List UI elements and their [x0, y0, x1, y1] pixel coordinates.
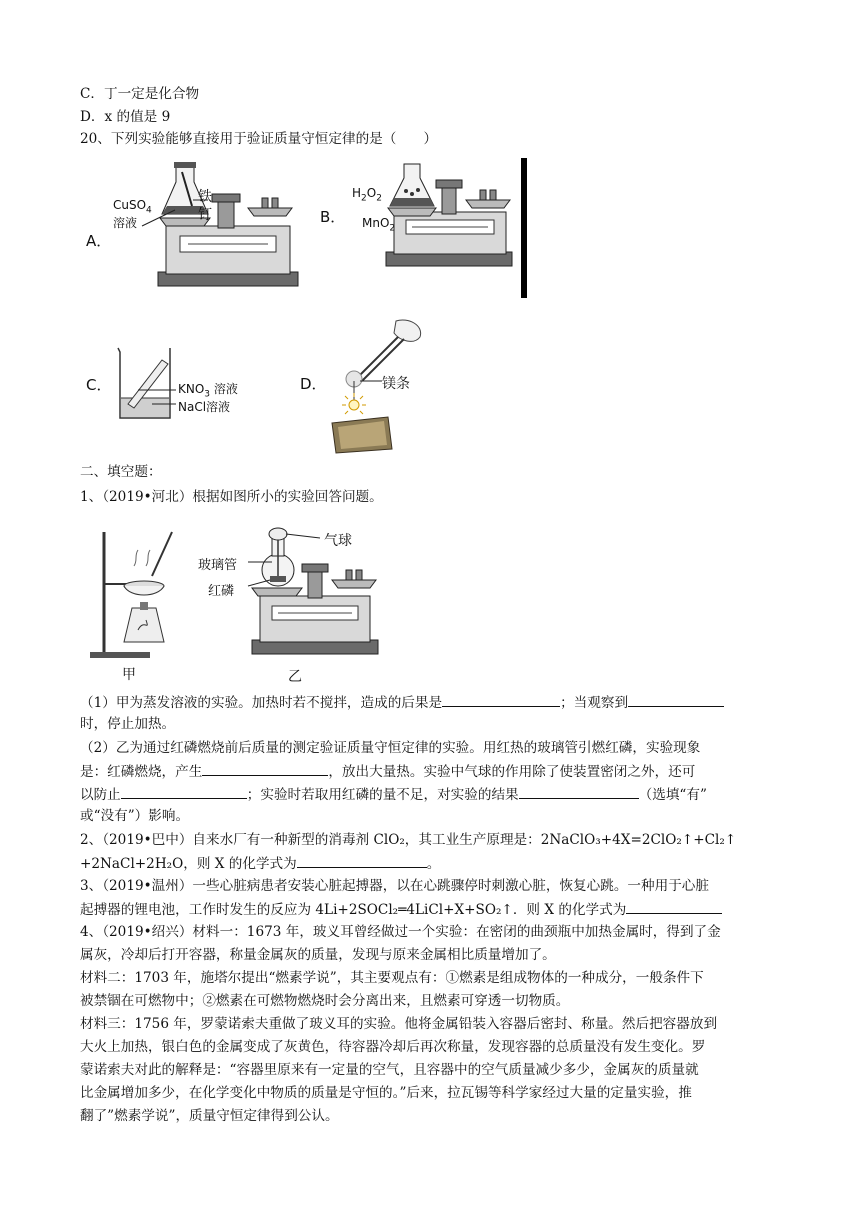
material-3-line5: 翻了”燃素学说”，质量守恒定律得到公认。: [80, 1108, 339, 1124]
q1-part1-line2: 时，停止加热。: [80, 716, 176, 732]
nacl-label: NaCl溶液: [178, 400, 231, 414]
q1-part2-text-c: ，放出大量热。实验中气球的作用除了使装置密闭之外，还可: [328, 764, 696, 780]
kno3-formula: KNO: [178, 382, 205, 396]
q2-text-a: +2NaCl+2H₂O，则 X 的化学式为: [80, 856, 297, 872]
h2o2-o: O: [366, 186, 377, 200]
answer-blank[interactable]: [626, 899, 722, 914]
question-4-line1: 4、（2019•绍兴）材料一：1673 年，玻义耳曾经做过一个实验：在密闭的曲颈瓶中加热金属时，得到了金: [80, 924, 721, 940]
option-c: C．丁一定是化合物: [80, 86, 200, 102]
answer-blank[interactable]: [202, 761, 328, 776]
option-d: D．x 的值是 9: [80, 109, 171, 125]
question-1-stem: 1、（2019•河北）根据如图所小的实验回答问题。: [80, 489, 383, 505]
material-2-line2: 被禁锢在可燃物中；②燃素在可燃物燃烧时会分离出来，且燃素可穿透一切物质。: [80, 993, 570, 1009]
balance-flask-illustration-b: [316, 160, 516, 295]
kno3-label: [178, 380, 238, 399]
question-2-line2: [80, 853, 780, 874]
q1-part1-text-a: （1）甲为蒸发溶液的实验。加热时若不搅拌，造成的后果是: [80, 695, 443, 711]
question-3-line1: 3、（2019•温州）一些心脏病患者安装心脏起搏器，以在心跳骤停时刺激心脏，恢复心跳。一种用于心脏: [80, 878, 709, 894]
q1-part1-text-b: ；当观察到: [560, 695, 629, 711]
nail-label: 钉: [198, 207, 212, 223]
mg-label: 镁条: [382, 376, 410, 392]
figure-jia-caption: 甲: [122, 667, 136, 683]
kno3-solution: 溶液: [210, 382, 238, 396]
figure-c-letter: C．: [86, 376, 112, 394]
q1-part2-line3: [80, 784, 780, 805]
q1-part2-text-b: 是：红磷燃烧，产生: [80, 764, 203, 780]
h2o2-h: H: [352, 186, 362, 200]
cuso4-label: [113, 198, 152, 215]
mno2-formula: MnO: [362, 216, 390, 230]
answer-blank[interactable]: [121, 784, 247, 799]
h2o2-sub2: 2: [376, 193, 382, 204]
answer-blank[interactable]: [297, 853, 427, 868]
material-3-line4: 比金属增加多少，在化学变化中物质的质量是守恒的。”后来，拉瓦锡等科学家经过大量的定量实验，推: [80, 1085, 692, 1101]
figure-d-letter: D．: [300, 375, 327, 393]
question-3-line2: [80, 899, 780, 920]
q2-text-b: 。: [426, 856, 441, 872]
h2o2-sub1: 2: [361, 193, 367, 204]
h2o2-label: [352, 186, 382, 203]
question-2-line1: 2、（2019•巴中）自来水厂有一种新型的消毒剂 ClO₂，其工业生产原理是：2NaClO₃+4X=2ClO₂↑+Cl₂↑: [80, 832, 737, 848]
figure-yi-caption: 乙: [288, 669, 302, 685]
q1-part1-line1: [80, 692, 780, 713]
cuso4-subscript: 4: [146, 205, 152, 216]
material-2-line1: 材料二：1703 年，施塔尔提出“燃素学说”，其主要观点有：①燃素是组成物体的一种成分，一般条件下: [80, 970, 704, 986]
answer-blank[interactable]: [628, 692, 724, 707]
figure-b-letter: B．: [320, 208, 346, 226]
material-3-line2: 大火上加热，银白色的金属变成了灰黄色，待容器冷却后再次称量，发现容器的总质量没有发生变化。罗: [80, 1039, 706, 1055]
figure-a-letter: A．: [86, 232, 112, 250]
kno3-subscript: 3: [204, 389, 211, 400]
material-3-line3: 蒙诺索夫对此的解释是：“容器里原来有一定量的空气，且容器中的空气质量减少多少，金属灰的质量就: [80, 1062, 699, 1078]
red-phosphorus-label: 红磷: [208, 584, 235, 599]
cuso4-solution-label: 溶液: [113, 216, 138, 230]
section-title-fill-in: 二、填空题：: [80, 464, 162, 480]
figure-c-beaker: [80, 340, 300, 425]
cuso4-formula: CuSO: [113, 198, 147, 212]
balloon-label: 气球: [324, 533, 352, 549]
figure-q1-apparatus: [80, 522, 380, 687]
figure-a-cuso4-balance: [80, 160, 310, 295]
question-4-line2: 属灰，冷却后打开容器，称量金属灰的质量，发现与原来金属相比质量增加了。: [80, 947, 556, 963]
answer-blank[interactable]: [519, 784, 639, 799]
q1-part2-text-f: （选填“有”: [638, 787, 707, 803]
q1-part2-text-d: 以防止: [80, 787, 121, 803]
q3-text-a: 起搏器的锂电池，工作时发生的反应为 4Li+2SOCl₂═4LiCl+X+SO₂↑．则 X 的化学式为: [80, 902, 627, 918]
figure-d-magnesium: [296, 315, 456, 455]
question-20-stem: 20、下列实验能够直接用于验证质量守恒定律的是（ ）: [80, 131, 438, 147]
q1-part2-line1: （2）乙为通过红磷燃烧前后质量的测定验证质量守恒定律的实验。用红热的玻璃管引燃红磷，实验现象: [80, 740, 701, 756]
answer-blank[interactable]: [442, 692, 560, 707]
mno2-label: [362, 216, 395, 233]
iron-label: 铁: [198, 189, 212, 205]
material-3-line1: 材料三：1756 年，罗蒙诺索夫重做了玻义耳的实验。他将金属铅装入容器后密封、称量。然后把容器放到: [80, 1016, 718, 1032]
mno2-subscript: 2: [389, 223, 396, 234]
q1-part2-line4: 或“没有”）影响。: [80, 808, 190, 824]
glass-tube-label: 玻璃管: [198, 558, 238, 573]
q1-part2-text-e: ；实验时若取用红磷的量不足，对实验的结果: [246, 787, 519, 803]
divider-bar: [521, 158, 527, 298]
q1-part2-line2: [80, 761, 780, 782]
figure-b-h2o2-balance: [316, 160, 516, 295]
